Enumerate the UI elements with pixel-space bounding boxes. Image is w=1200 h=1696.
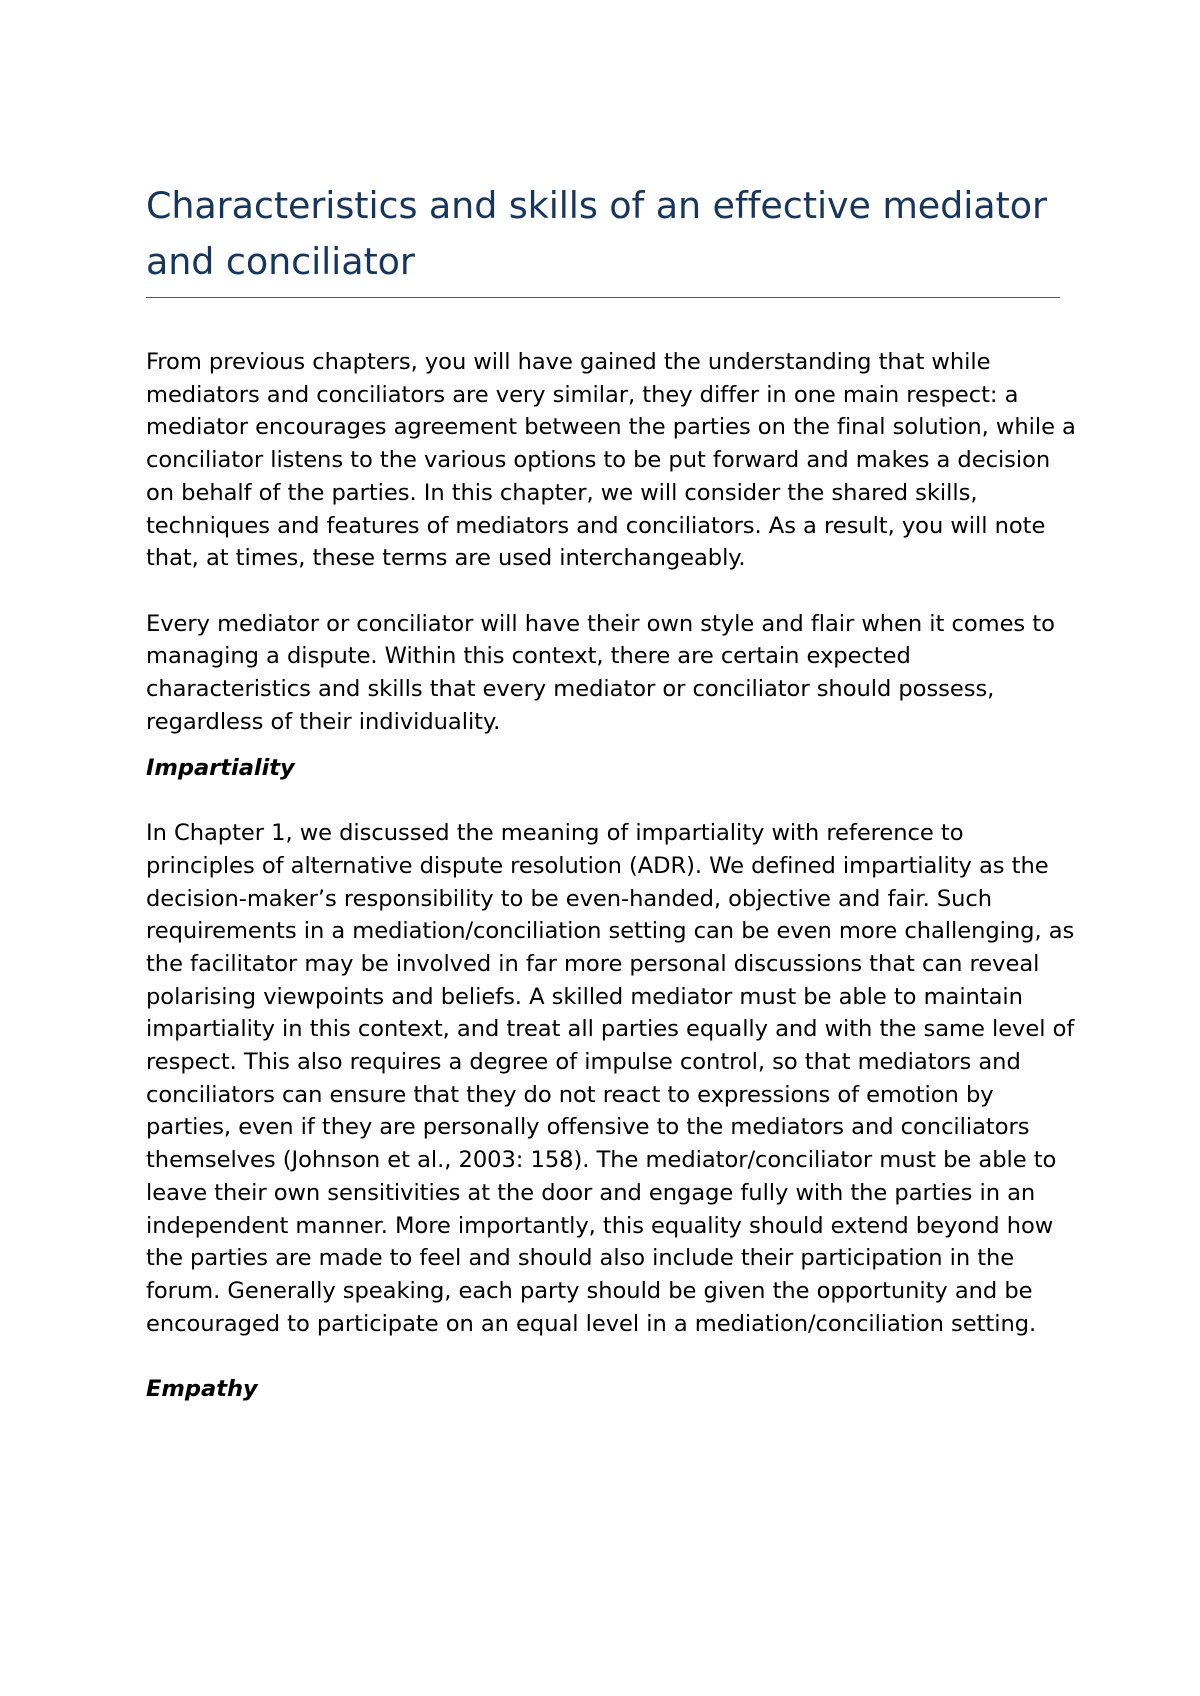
- document-title: Characteristics and skills of an effective mediator and conciliator: [146, 184, 1047, 283]
- paragraph-intro: From previous chapters, you will have gained the understanding that while mediators and conciliators are very similar, they differ in one main respect: a mediator encourages agreement between the parties on the final solution, while a conciliator listens to the various options to be put forward and makes a decision on behalf of the parties. In this chapter, we will consider the shared skills, techniques and features of mediators and conciliators. As a result, you will note that, at times, these terms are used interchangeably.: [146, 349, 1076, 572]
- title-block: [146, 178, 1060, 290]
- document-body: [146, 346, 1076, 1406]
- paragraph-impartiality: In Chapter 1, we discussed the meaning of impartiality with reference to principles of alternative dispute resolution (ADR). We defined impartiality as the decision-maker’s responsibility to be even-handed, objective and fair. Such requirements in a mediation/conciliation setting can be even more challenging, as the facilitator may be involved in far more personal discussions that can reveal polarising viewpoints and beliefs. A skilled mediator must be able to maintain impartiality in this context, and treat all parties equally and with the same level of respect. This also requires a degree of impulse control, so that mediators and conciliators can ensure that they do not react to expressions of emotion by parties, even if they are personally offensive to the mediators and conciliators themselves (Johnson et al., 2003: 158). The mediator/conciliator must be able to leave their own sensitivities at the door and engage fully with the parties in an independent manner. More importantly, this equality should extend beyond how the parties are made to feel and should also include their participation in the forum. Generally speaking, each party should be given the opportunity and be encouraged to participate on an equal level in a mediation/conciliation setting.: [146, 820, 1075, 1337]
- paragraph-style: Every mediator or conciliator will have their own style and flair when it comes to managing a dispute. Within this context, there are certain expected characteristics and skills that every mediator or conciliator should possess, regardless of their individuality.: [146, 610, 1055, 735]
- title-divider: [146, 297, 1060, 298]
- heading-impartiality: Impartiality: [146, 755, 295, 782]
- heading-empathy: Empathy: [146, 1376, 258, 1403]
